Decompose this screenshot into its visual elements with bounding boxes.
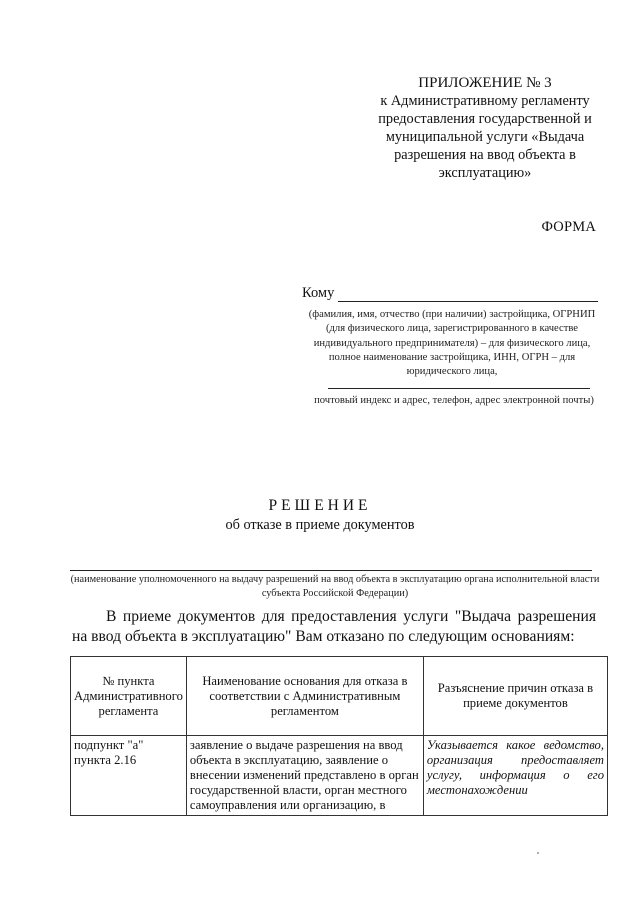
column-header-ground: Наименование основания для отказа в соответствии с Административным регламентом xyxy=(186,657,423,736)
scan-speck xyxy=(537,852,539,854)
cell-ground: заявление о выдаче разрешения на ввод объекта в эксплуатацию, заявление о внесении изменений представлено в орган государственной власти, орган местного самоуправления или организацию, в xyxy=(186,736,423,816)
authority-field[interactable] xyxy=(70,570,592,571)
decision-subtitle: об отказе в приеме документов xyxy=(225,517,415,533)
grounds-table xyxy=(70,656,608,816)
table-header-row xyxy=(71,657,608,736)
form-label: ФОРМА xyxy=(541,219,596,235)
appendix-line: предоставления государственной и xyxy=(378,111,592,127)
address-field[interactable] xyxy=(328,388,590,389)
appendix-line: эксплуатацию» xyxy=(438,165,532,181)
cell-point: подпункт "а" пункта 2.16 xyxy=(71,736,187,816)
appendix-line: муниципальной услуги «Выдача xyxy=(385,129,585,145)
refusal-statement: В приеме документов для предоставления услуги "Выдача разрешения на ввод объекта в эксплуатацию" Вам отказано по следующим основаниям: xyxy=(72,608,596,645)
recipient-note: (фамилия, имя, отчество (при наличии) застройщика, ОГРНИП (для физического лица, зарегистрированного в качестве индивидуального предпринимателя) – для физического лица, полное наименование застройщика, ИНН, ОГРН – для юридического лица, xyxy=(308,309,596,378)
authority-note: (наименование уполномоченного на выдачу разрешений на ввод объекта в эксплуатацию органа исполнительной власти субъекта Российской Федерации) xyxy=(70,574,600,599)
appendix-header xyxy=(340,74,630,182)
appendix-line: разрешения на ввод объекта в xyxy=(394,147,576,163)
cell-explanation: Указывается какое ведомство, организация предоставляет услугу, информация о его местонахождении xyxy=(423,736,607,816)
decision-title: РЕШЕНИЕ xyxy=(268,497,372,514)
appendix-line: к Административному регламенту xyxy=(380,93,590,109)
recipient-label: Кому xyxy=(302,285,335,301)
column-header-point: № пункта Административного регламента xyxy=(71,657,187,736)
column-header-explanation: Разъяснение причин отказа в приеме документов xyxy=(423,657,607,736)
address-note: почтовый индекс и адрес, телефон, адрес электронной почты) xyxy=(314,395,594,406)
recipient-row xyxy=(302,285,598,302)
table-row xyxy=(71,736,608,816)
appendix-title: ПРИЛОЖЕНИЕ № 3 xyxy=(418,75,552,91)
recipient-field[interactable] xyxy=(338,289,598,302)
